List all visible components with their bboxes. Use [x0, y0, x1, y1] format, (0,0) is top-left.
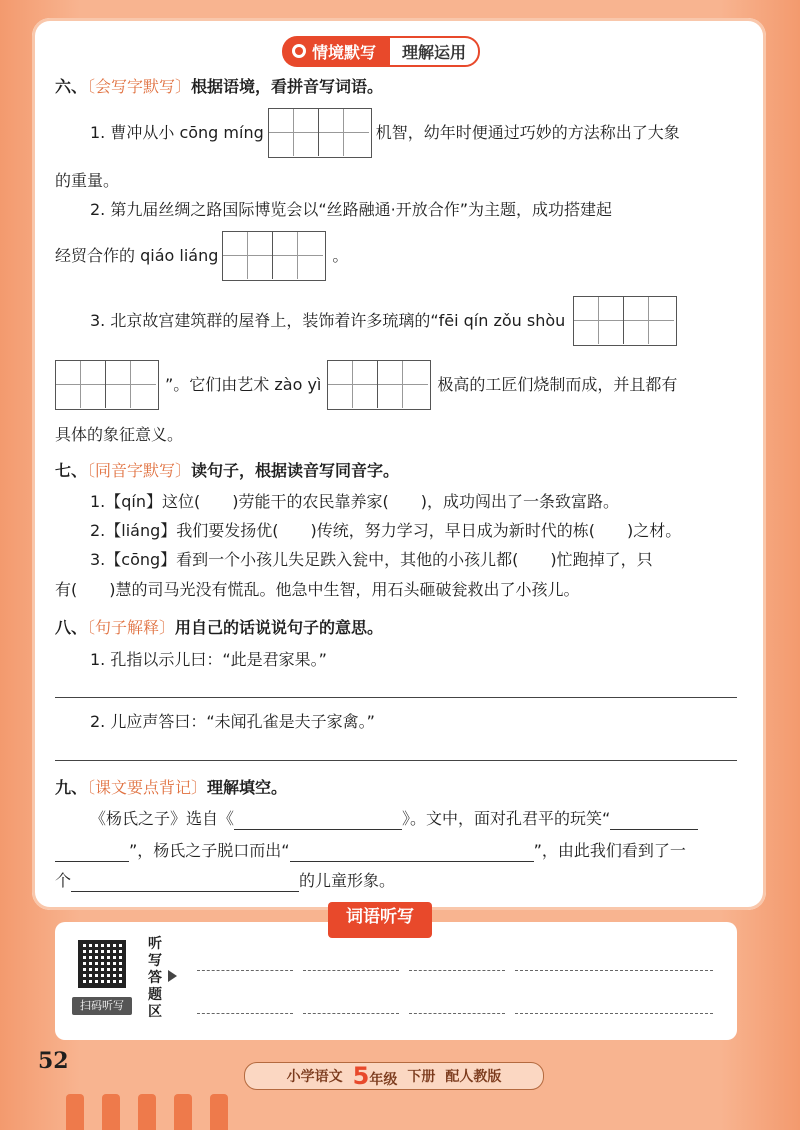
dictation-line[interactable]	[409, 970, 505, 971]
sec9-line3: 个 的儿童形象。	[55, 871, 396, 890]
dictation-title: 词语听写	[328, 902, 432, 938]
sec6-q3-end: 具体的象征意义。	[55, 425, 184, 444]
section-banner	[282, 36, 480, 66]
badge-icon	[292, 44, 306, 58]
sec6-q3-cont: ”。它们由艺术 zào yì 极高的工匠们烧制而成，并且都有	[55, 358, 677, 412]
fill-blank[interactable]	[234, 811, 402, 830]
answer-grid[interactable]	[222, 231, 326, 281]
sec9-line1: 《杨氏之子》选自《 》。文中，面对孔君平的玩笑“	[90, 808, 698, 830]
sec7-q2: 2.【liáng】我们要发扬优( )传统，努力学习，早日成为新时代的栋( )之材。	[90, 521, 682, 540]
dictation-line[interactable]	[515, 970, 713, 971]
fill-blank[interactable]	[290, 843, 534, 862]
page-tab	[66, 1094, 84, 1130]
page-tab	[102, 1094, 120, 1130]
answer-grid[interactable]	[573, 296, 677, 346]
arrow-right-icon	[168, 970, 177, 982]
sec8-q2: 2. 儿应声答曰：“未闻孔雀是夫子家禽。”	[90, 712, 375, 731]
fill-blank[interactable]	[71, 873, 299, 892]
footer-badge: 小学语文 5年级 下册 配人教版	[244, 1062, 544, 1090]
dictation-line[interactable]	[197, 1013, 293, 1014]
sec8-heading: 八、〔句子解释〕用自己的话说说句子的意思。	[55, 618, 384, 637]
qr-code-icon[interactable]	[78, 940, 126, 988]
sec6-q3: 3. 北京故宫建筑群的屋脊上，装饰着许多琉璃的“fēi qín zǒu shòu	[90, 294, 677, 348]
sec7-heading: 七、〔同音字默写〕读句子，根据读音写同音字。	[55, 461, 400, 480]
answer-line[interactable]	[55, 697, 737, 698]
page-number: 52	[38, 1048, 69, 1074]
sec6-q2-cont: 经贸合作的 qiáo liáng 。	[55, 231, 348, 281]
sec6-q1: 1. 曹冲从小 cōng míng 机智，幼年时便通过巧妙的方法称出了大象	[90, 108, 680, 158]
qr-label: 扫码听写	[72, 997, 132, 1015]
dictation-side-label: 听 写 答 题 区	[148, 936, 162, 1020]
sec9-line2: ”，杨氏之子脱口而出“ ”，由此我们看到了一	[55, 840, 686, 862]
page-tab	[138, 1094, 156, 1130]
answer-line[interactable]	[55, 760, 737, 761]
sec7-q3: 3.【cōng】看到一个小孩儿失足跌入瓮中，其他的小孩儿都( )忙跑掉了，只	[90, 550, 653, 569]
banner-left: 情境默写	[312, 42, 377, 62]
sec7-q1: 1.【qín】这位( )劳能干的农民靠养家( )，成功闯出了一条致富路。	[90, 492, 619, 511]
answer-grid[interactable]	[268, 108, 372, 158]
page-tab	[174, 1094, 192, 1130]
sec8-tag: 〔句子解释〕	[87, 618, 176, 637]
sec7-tag: 〔同音字默写〕	[87, 461, 192, 480]
sec6-tag: 〔会写字默写〕	[87, 77, 192, 96]
dictation-line[interactable]	[303, 1013, 399, 1014]
sec7-q3-cont: 有( )慧的司马光没有慌乱。他急中生智，用石头砸破瓮救出了小孩儿。	[55, 580, 580, 599]
sec6-heading: 六、〔会写字默写〕根据语境，看拼音写词语。	[55, 77, 384, 96]
dictation-line[interactable]	[197, 970, 293, 971]
fill-blank[interactable]	[55, 843, 129, 862]
sec9-heading: 九、〔课文要点背记〕理解填空。	[55, 778, 288, 797]
answer-grid[interactable]	[55, 360, 159, 410]
dictation-line[interactable]	[515, 1013, 713, 1014]
sec6-q1-cont: 的重量。	[55, 171, 120, 190]
banner-right: 理解运用	[388, 36, 480, 67]
page-tab	[210, 1094, 228, 1130]
fill-blank[interactable]	[610, 811, 698, 830]
answer-grid[interactable]	[327, 360, 431, 410]
dictation-line[interactable]	[303, 970, 399, 971]
sec8-q1: 1. 孔指以示儿曰：“此是君家果。”	[90, 650, 327, 669]
sec6-q2: 2. 第九届丝绸之路国际博览会以“丝路融通·开放合作”为主题，成功搭建起	[90, 200, 613, 219]
dictation-line[interactable]	[409, 1013, 505, 1014]
sec9-tag: 〔课文要点背记〕	[87, 778, 208, 797]
